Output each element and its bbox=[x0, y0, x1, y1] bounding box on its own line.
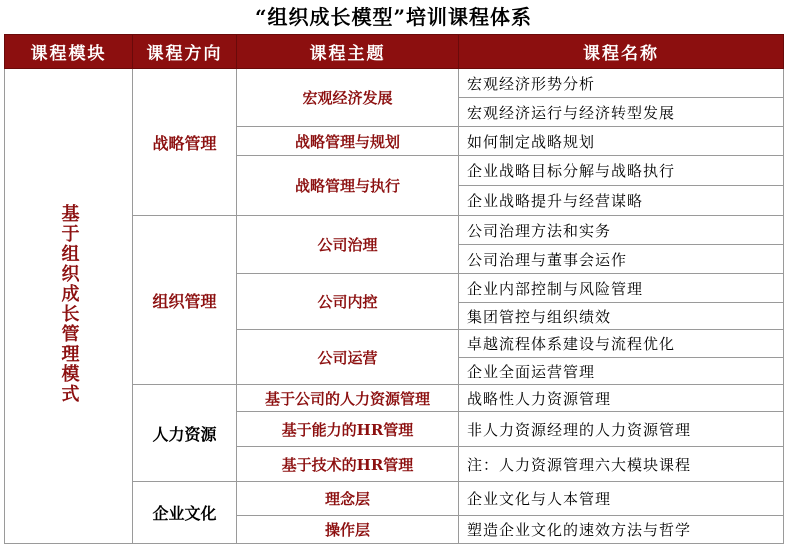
header-module: 课程模块 bbox=[5, 35, 133, 69]
course-cell: 公司治理方法和实务 bbox=[459, 216, 784, 245]
topic-cell: 公司内控 bbox=[237, 274, 459, 330]
course-cell: 企业战略目标分解与战略执行 bbox=[459, 156, 784, 186]
header-direction: 课程方向 bbox=[133, 35, 237, 69]
course-cell: 宏观经济形势分析 bbox=[459, 69, 784, 98]
topic-cell: 战略管理与执行 bbox=[237, 156, 459, 216]
course-cell: 集团管控与组织绩效 bbox=[459, 303, 784, 330]
topic-cell: 公司治理 bbox=[237, 216, 459, 274]
module-cell bbox=[5, 69, 133, 544]
course-cell: 如何制定战略规划 bbox=[459, 127, 784, 156]
course-cell: 企业文化与人本管理 bbox=[459, 482, 784, 516]
direction-organization: 组织管理 bbox=[133, 216, 237, 385]
direction-hr: 人力资源 bbox=[133, 385, 237, 482]
topic-cell: 基于能力的HR管理 bbox=[237, 412, 459, 447]
course-cell: 战略性人力资源管理 bbox=[459, 385, 784, 412]
topic-cell: 基于公司的人力资源管理 bbox=[237, 385, 459, 412]
topic-cell: 理念层 bbox=[237, 482, 459, 516]
header-topic: 课程主题 bbox=[237, 35, 459, 69]
module-label: 基于组织成长管理模式 bbox=[58, 203, 80, 404]
course-cell: 塑造企业文化的速效方法与哲学 bbox=[459, 516, 784, 544]
direction-strategy: 战略管理 bbox=[133, 69, 237, 216]
course-cell: 宏观经济运行与经济转型发展 bbox=[459, 98, 784, 127]
topic-cell: 宏观经济发展 bbox=[237, 69, 459, 127]
topic-cell: 战略管理与规划 bbox=[237, 127, 459, 156]
course-cell: 注：人力资源管理六大模块课程 bbox=[459, 447, 784, 482]
direction-culture: 企业文化 bbox=[133, 482, 237, 544]
course-cell: 非人力资源经理的人力资源管理 bbox=[459, 412, 784, 447]
course-cell: 公司治理与董事会运作 bbox=[459, 245, 784, 274]
page-title: “组织成长模型”培训课程体系 bbox=[254, 5, 532, 29]
header-row bbox=[5, 35, 784, 69]
course-cell: 卓越流程体系建设与流程优化 bbox=[459, 330, 784, 358]
topic-cell: 基于技术的HR管理 bbox=[237, 447, 459, 482]
course-cell: 企业战略提升与经营谋略 bbox=[459, 186, 784, 216]
topic-cell: 操作层 bbox=[237, 516, 459, 544]
course-table bbox=[4, 34, 784, 544]
course-cell: 企业全面运营管理 bbox=[459, 358, 784, 385]
course-cell: 企业内部控制与风险管理 bbox=[459, 274, 784, 303]
topic-cell: 公司运营 bbox=[237, 330, 459, 385]
header-course: 课程名称 bbox=[459, 35, 784, 69]
